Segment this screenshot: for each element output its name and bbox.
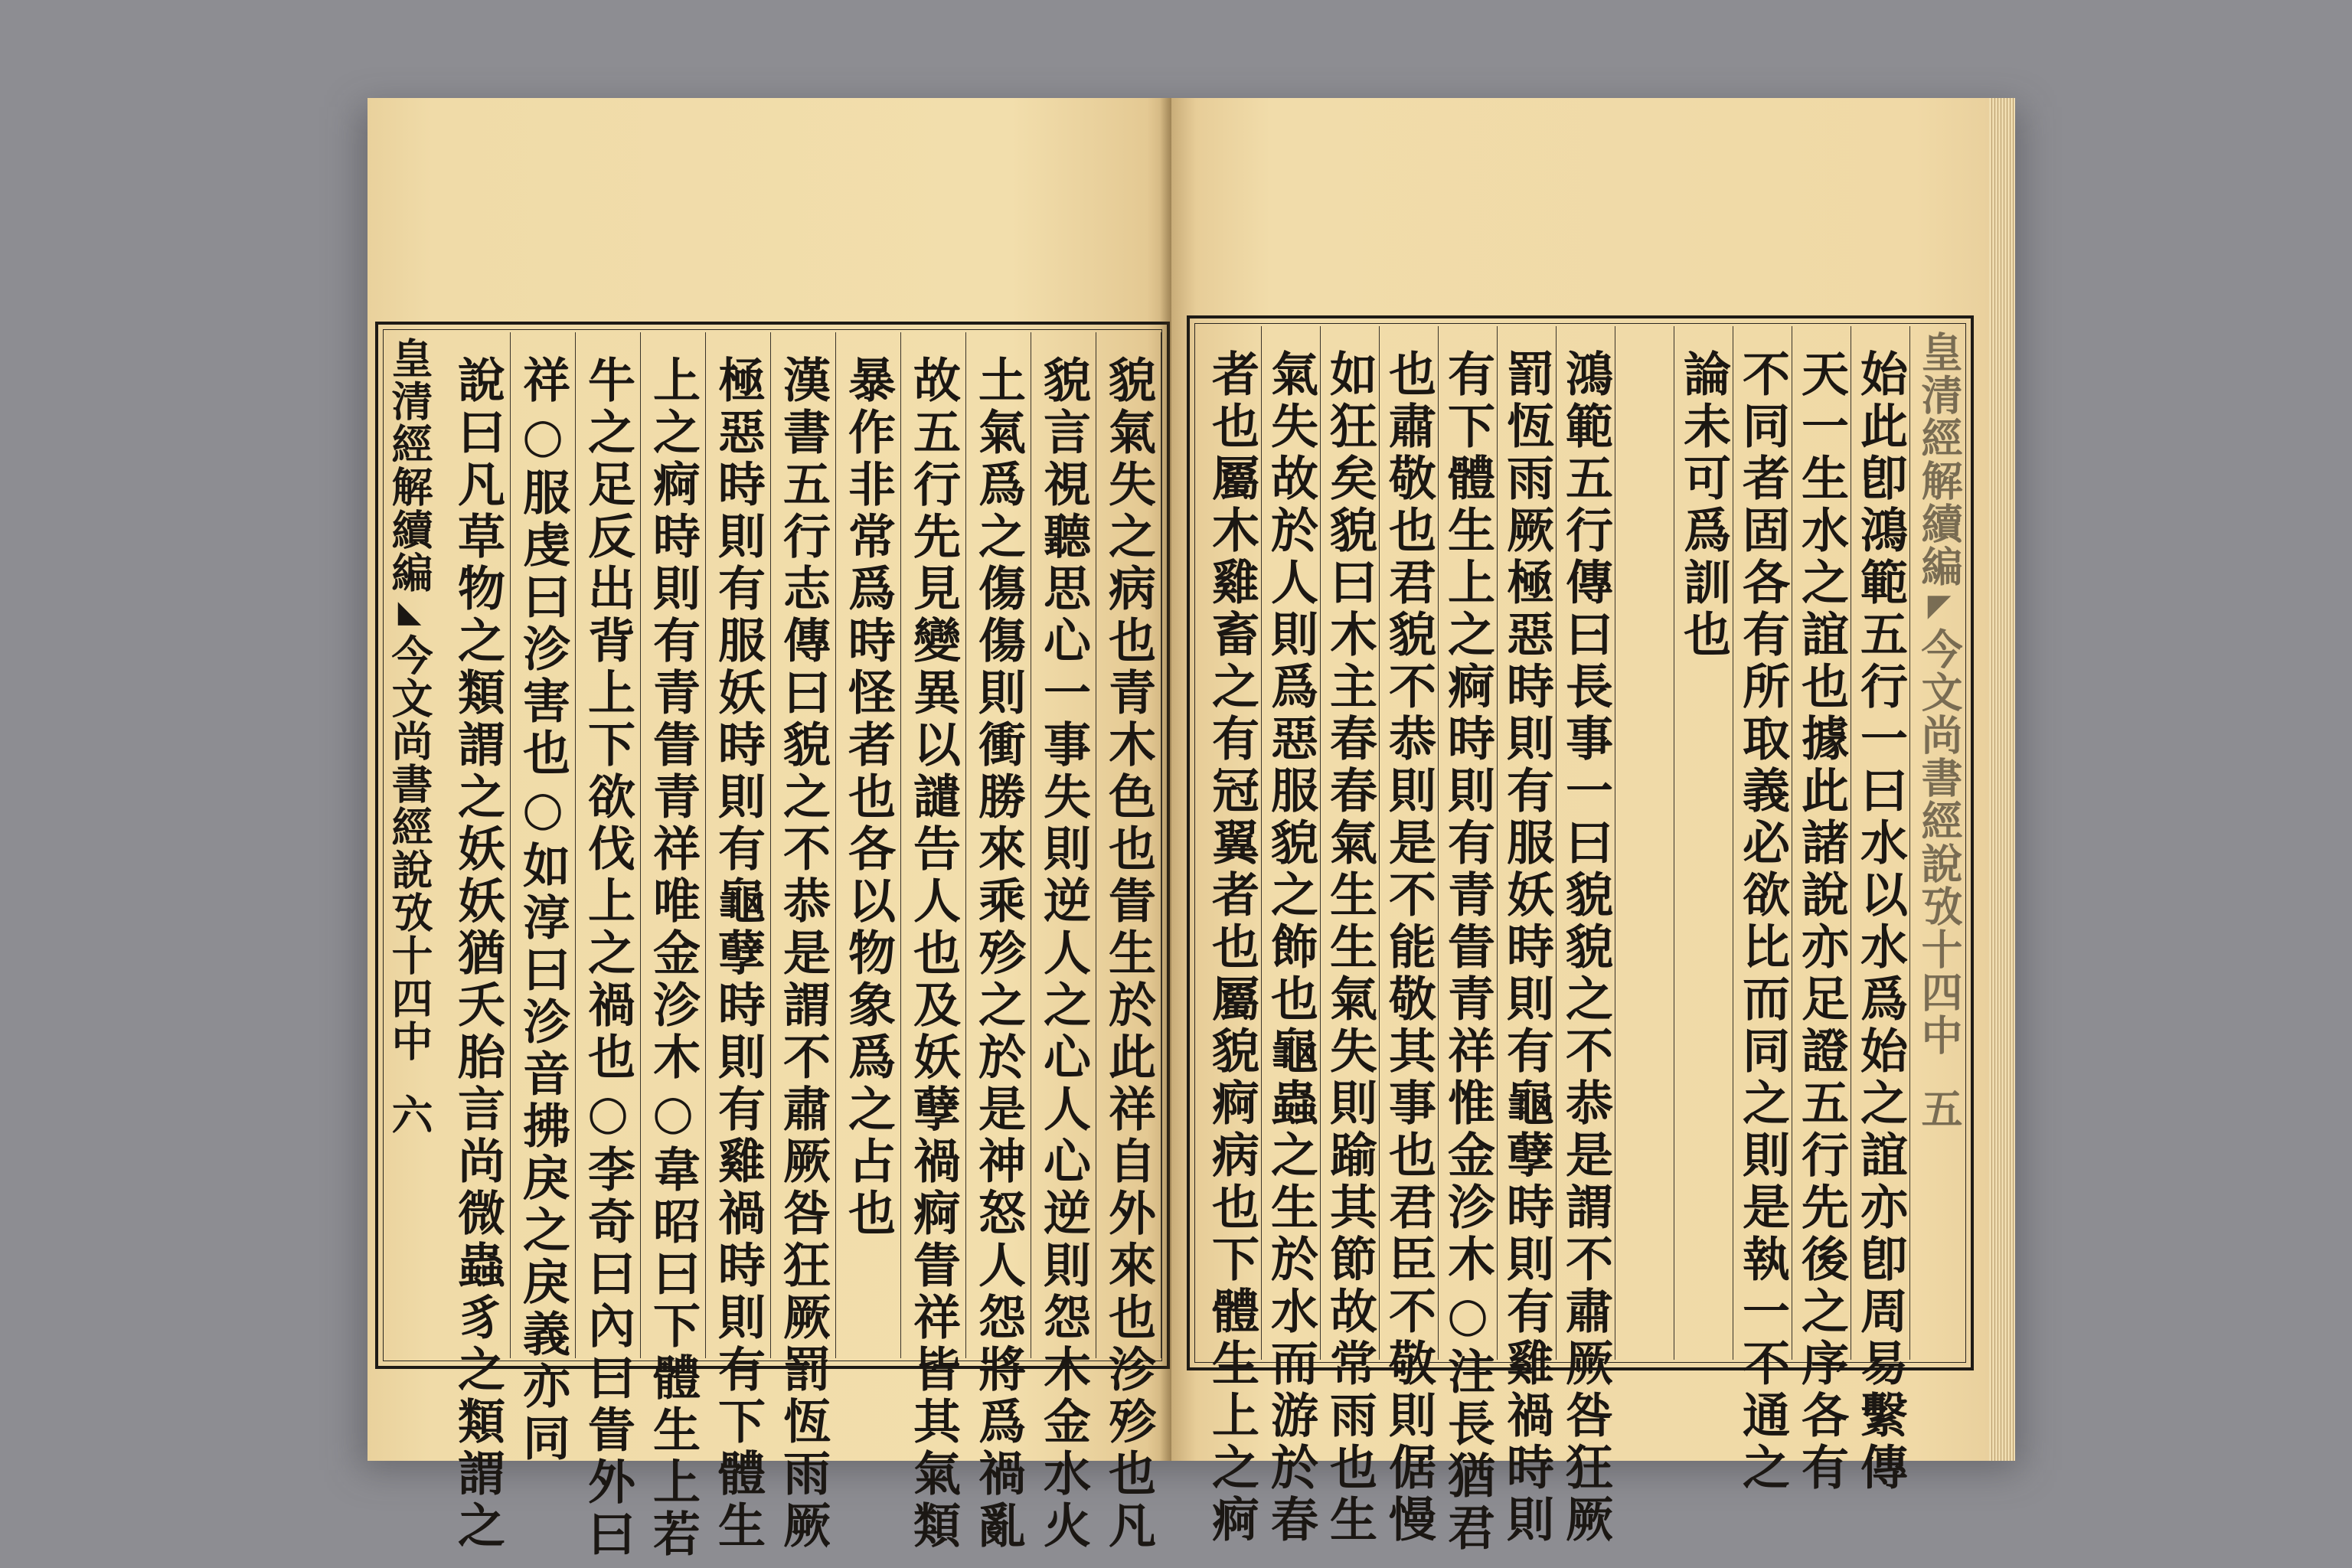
left-margin-title: 皇清經解續編 <box>385 337 434 594</box>
column-text: 土氣爲之傷傷則衝勝來乘殄之於是神怒人怨將爲禍亂 <box>970 355 1027 1553</box>
text-column <box>1674 326 1733 1360</box>
text-column <box>575 332 641 1561</box>
text-column <box>1379 326 1439 1547</box>
fish-tail-mark-right: ◤ <box>1922 588 1957 623</box>
column-text: 祥○服虔曰沴害也○如淳曰沴音拂戾之戾義亦同 <box>514 355 571 1465</box>
left-margin-leaf: 六 <box>385 1093 434 1136</box>
text-column <box>510 332 576 1465</box>
right-margin-column <box>1913 326 1966 1360</box>
text-column <box>640 332 706 1561</box>
text-column <box>1202 326 1262 1547</box>
column-text: 故五行先見變異以譴告人也及妖孽禍痾眚祥皆其氣類 <box>905 355 962 1553</box>
column-text: 如狂矣貌曰木主春春氣生生氣失則踰其節故常雨也生 <box>1321 349 1378 1547</box>
column-text: 也肅敬也君貌不恭則是不能敬其事也君臣不敬則倨慢 <box>1380 349 1437 1547</box>
column-text: 說曰凡草物之類謂之妖妖猶夭胎言尚微蟲豸之類謂之 <box>449 355 506 1553</box>
text-column <box>900 332 966 1553</box>
column-text: 不同者固各有所取義必欲比而同之則是執一不通之 <box>1734 349 1791 1494</box>
text-column <box>1615 326 1674 1360</box>
column-text: 天一生水之誼也據此諸說亦足證五行先後之序各有 <box>1793 349 1850 1494</box>
text-column <box>445 332 511 1553</box>
column-text: 氣失故於人則爲惡服貌之飾也龜蟲之生於水而游於春 <box>1263 349 1319 1547</box>
right-margin-info: 今文尚書經說攷十四中 <box>1915 628 1964 1057</box>
text-column <box>1438 326 1498 1555</box>
text-column <box>1792 326 1851 1494</box>
text-column <box>705 332 771 1553</box>
column-text: 者也屬木雞畜之有冠翼者也屬貌痾病也下體生上之痾 <box>1204 349 1260 1547</box>
text-column <box>1733 326 1792 1494</box>
right-margin-title: 皇清經解續編 <box>1915 331 1964 588</box>
fish-tail-mark: ◣ <box>392 594 427 629</box>
text-column <box>1851 326 1910 1494</box>
text-column <box>1556 326 1615 1547</box>
column-text: 有下體生上之痾時則有青眚青祥惟金沴木○注長猶君 <box>1439 349 1496 1555</box>
text-column <box>965 332 1031 1553</box>
left-margin-column <box>383 332 436 1358</box>
left-page-frame <box>375 322 1170 1561</box>
column-text: 貌氣失之病也青木色也眚生於此祥自外來也沴殄也凡 <box>1100 355 1157 1553</box>
text-column <box>835 332 901 1358</box>
text-column <box>1096 332 1161 1553</box>
text-column <box>1497 326 1557 1547</box>
right-margin-leaf: 五 <box>1915 1087 1964 1130</box>
right-page-frame <box>1187 315 1974 1555</box>
column-text: 貌言視聽思心一事失則逆人之心人心逆則怨木金水火 <box>1035 355 1092 1553</box>
column-text: 上之痾時則有青眚青祥唯金沴木○韋昭曰下體生上若 <box>645 355 701 1561</box>
page-edges <box>1989 98 2015 1461</box>
column-text: 極惡時則有服妖時則有龜孽時則有雞禍時則有下體生 <box>710 355 766 1553</box>
text-column <box>1320 326 1380 1547</box>
column-text: 漢書五行志傳曰貌之不恭是謂不肅厥咎狂厥罰恆雨厥 <box>775 355 831 1553</box>
column-text: 論未可爲訓也 <box>1675 349 1732 662</box>
column-text: 始此卽鴻範五行一曰水以水爲始之誼亦卽周易繫傳 <box>1852 349 1909 1494</box>
column-text: 牛之足反出背上下欲伐上之禍也○李奇曰內曰眚外曰 <box>580 355 636 1561</box>
column-text: 暴作非常爲時怪者也各以物象爲之占也 <box>840 355 897 1240</box>
left-margin-info: 今文尚書經說攷十四中 <box>385 634 434 1063</box>
column-text: 罰恆雨厥極惡時則有服妖時則有龜孽時則有雞禍時則 <box>1498 349 1555 1547</box>
text-column <box>1261 326 1321 1547</box>
text-column <box>770 332 836 1553</box>
text-column <box>1031 332 1096 1553</box>
column-text: 鴻範五行傳曰長事一曰貌貌之不恭是謂不肅厥咎狂厥 <box>1557 349 1614 1547</box>
